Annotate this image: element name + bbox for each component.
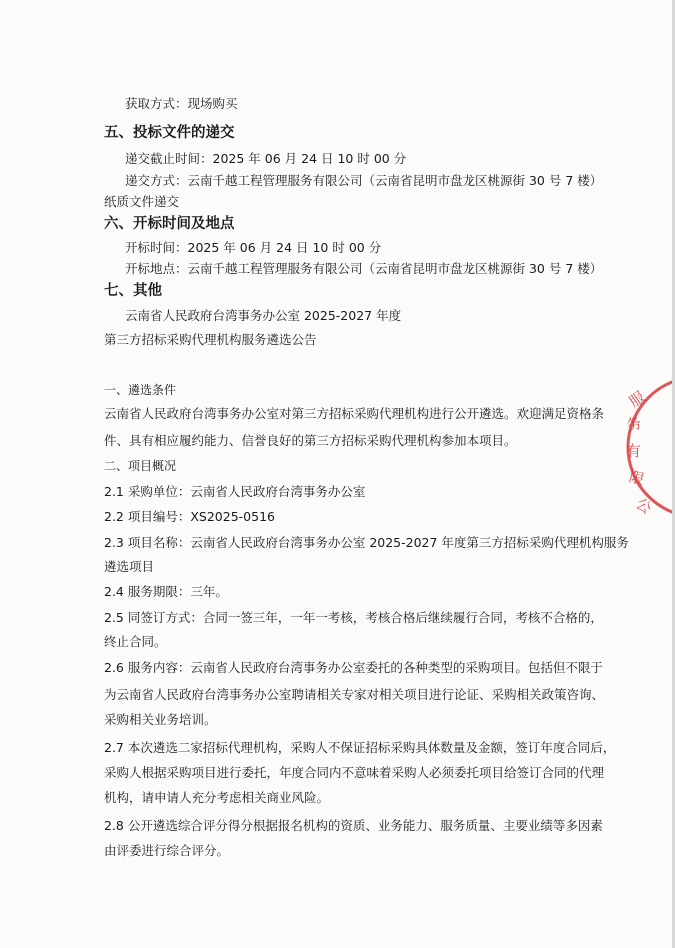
section-1-heading: 一、遴选条件 — [104, 383, 177, 397]
section-6-heading: 六、开标时间及地点 — [104, 216, 235, 232]
section-2-heading: 二、项目概况 — [104, 459, 177, 473]
submit-method-line: 递交方式：云南千越工程管理服务有限公司（云南省昆明市盘龙区桃源街 30 号 7 楼） — [125, 173, 603, 188]
item-2-6-line-1: 2.6 服务内容：云南省人民政府台湾事务办公室委托的各种类型的采购项目。包括但不限于 — [104, 660, 603, 675]
item-2-8-line-2: 由评委进行综合评分。 — [104, 843, 230, 858]
item-2-6-line-2: 为云南省人民政府台湾事务办公室聘请相关专家对相关项目进行论证、采购相关政策咨询、 — [104, 687, 605, 702]
item-2-1: 2.1 采购单位：云南省人民政府台湾事务办公室 — [104, 484, 366, 499]
item-2-7-line-1: 2.7 本次遴选二家招标代理机构，采购人不保证招标采购具体数量及金额，签订年度合同后， — [104, 740, 616, 755]
item-2-5-line-1: 2.5 同签订方式：合同一签三年，一年一考核，考核合格后继续履行合同，考核不合格的， — [104, 610, 603, 625]
item-2-3-line-1: 2.3 项目名称：云南省人民政府台湾事务办公室 2025-2027 年度第三方招标采购代理机构服务 — [104, 535, 629, 550]
submit-method-continuation: 纸质文件递交 — [104, 194, 180, 209]
svg-text:限: 限 — [627, 467, 647, 489]
company-seal — [622, 372, 675, 522]
svg-text:务: 务 — [624, 413, 644, 435]
section-1-para-line-1: 云南省人民政府台湾事务办公室对第三方招标采购代理机构进行公开遴选。欢迎满足资格条 — [104, 406, 605, 421]
notice-title-line-2: 第三方招标采购代理机构服务遴选公告 — [104, 332, 317, 347]
submit-deadline-line: 递交截止时间：2025 年 06 月 24 日 10 时 00 分 — [125, 151, 407, 166]
section-7-heading: 七、其他 — [104, 283, 162, 299]
item-2-5-line-2: 终止合同。 — [104, 634, 167, 649]
section-5-heading: 五、投标文件的递交 — [104, 125, 235, 141]
acquire-method-line: 获取方式：现场购买 — [125, 96, 238, 111]
svg-text:有: 有 — [626, 442, 642, 460]
item-2-6-line-3: 采购相关业务培训。 — [104, 712, 217, 727]
item-2-8-line-1: 2.8 公开遴选综合评分得分根据报名机构的资质、业务能力、服务质量、主要业绩等多因素 — [104, 818, 603, 833]
item-2-7-line-2: 采购人根据采购项目进行委托，年度合同内不意味着采购人必须委托项目给签订合同的代理 — [104, 765, 605, 780]
item-2-4: 2.4 服务期限：三年。 — [104, 584, 228, 599]
item-2-7-line-3: 机构，请申请人充分考虑相关商业风险。 — [104, 790, 330, 805]
open-place-line: 开标地点：云南千越工程管理服务有限公司（云南省昆明市盘龙区桃源街 30 号 7 楼） — [125, 261, 603, 276]
item-2-2: 2.2 项目编号：XS2025-0516 — [104, 509, 275, 524]
section-1-para-line-2: 件、具有相应履约能力、信誉良好的第三方招标采购代理机构参加本项目。 — [104, 433, 517, 448]
svg-text:公: 公 — [632, 494, 656, 518]
notice-title-line-1: 云南省人民政府台湾事务办公室 2025-2027 年度 — [125, 308, 402, 323]
item-2-3-line-2: 遴选项目 — [104, 559, 155, 574]
svg-text:服: 服 — [625, 387, 649, 412]
open-time-line: 开标时间：2025 年 06 月 24 日 10 时 00 分 — [125, 240, 382, 255]
